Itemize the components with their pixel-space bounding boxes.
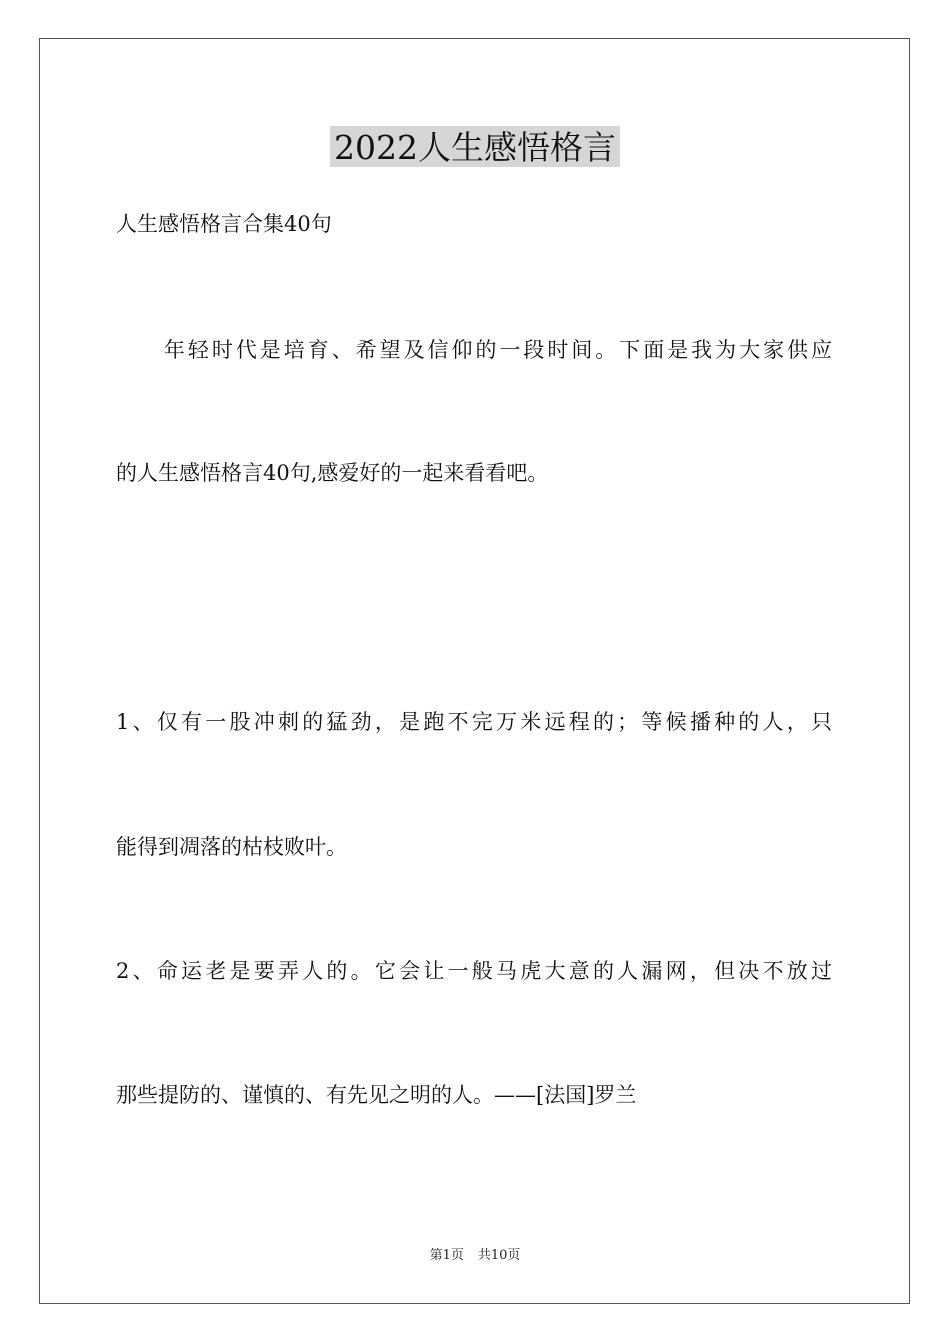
paragraph-line: 的人生感悟格言40句,感爱好的一起来看看吧。 (116, 461, 549, 485)
quote-line: 那些提防的、谨慎的、有先见之明的人。——[法国]罗兰 (116, 1083, 637, 1107)
page-number: 第1页 (429, 1248, 464, 1263)
quote-line: 能得到凋落的枯枝败叶。 (116, 835, 347, 859)
quote-line: 2、命运老是要弄人的。它会让一般马虎大意的人漏网，但决不放过 (116, 959, 832, 983)
paragraph-line: 年轻时代是培育、希望及信仰的一段时间。下面是我为大家供应 (116, 338, 832, 362)
document-subtitle: 人生感悟格言合集40句 (116, 212, 332, 236)
document-title: 2022人生感悟格言 (330, 126, 620, 167)
page-footer (0, 1246, 950, 1266)
page-total: 共10页 (477, 1248, 521, 1263)
quote-line: 1、仅有一股冲刺的猛劲，是跑不完万米远程的；等候播种的人，只 (116, 710, 832, 734)
document-title-wrap (0, 126, 950, 170)
